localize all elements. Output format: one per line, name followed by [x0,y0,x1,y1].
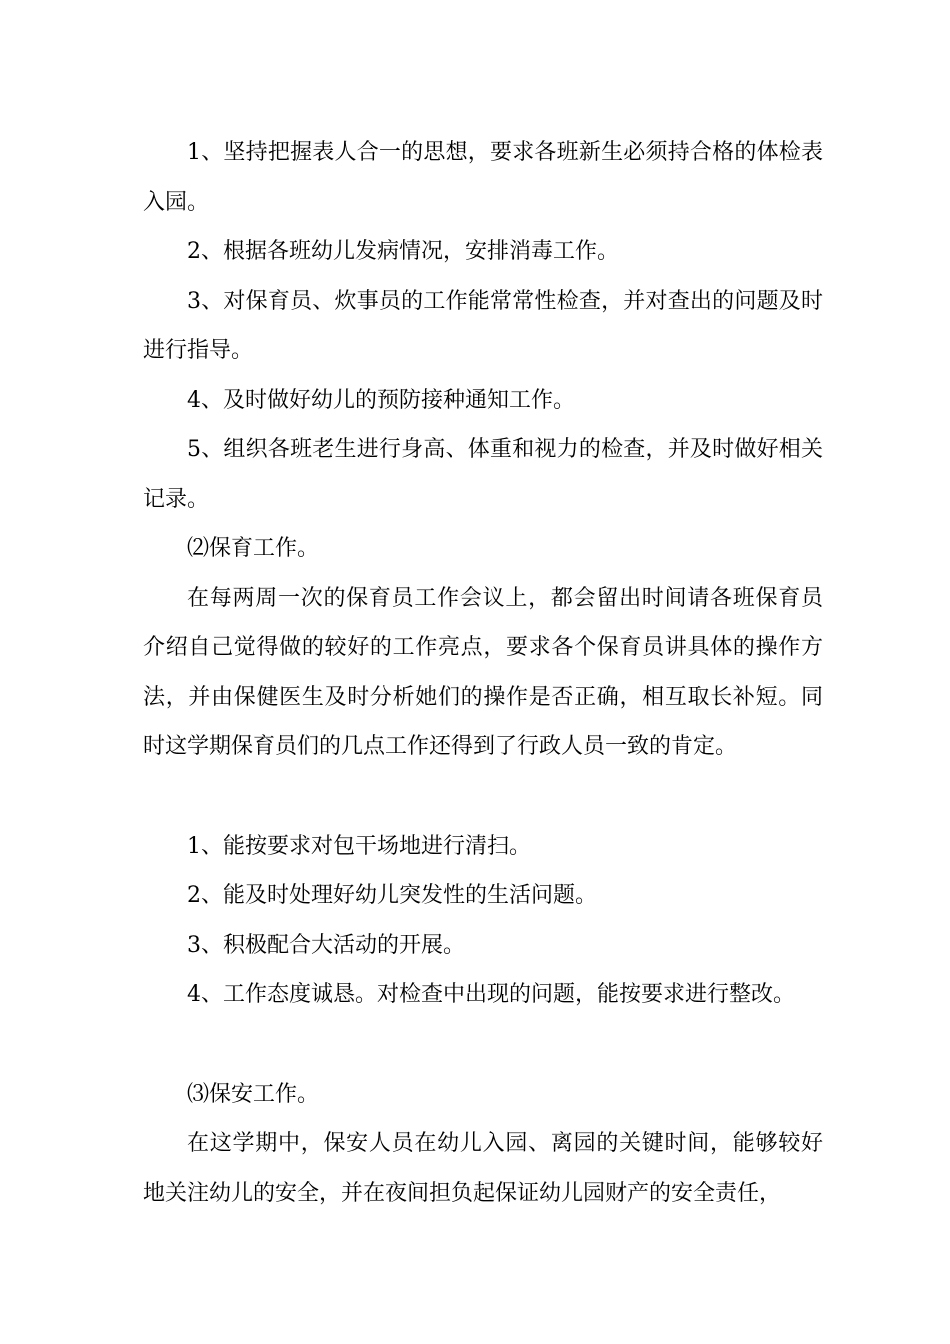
health-item-2: 2、根据各班幼儿发病情况，安排消毒工作。 [187,239,619,264]
document-body [143,128,823,1218]
health-item-5: 5、组织各班老生进行身高、体重和视力的检查，并及时做好相关记录。 [143,437,823,512]
security-work-paragraph: 在这学期中，保安人员在幼儿入园、离园的关键时间，能够较好地关注幼儿的安全，并在夜间担负起保证幼儿园财产的安全责任， [143,1131,823,1206]
section-heading-care-work: ⑵保育工作。 [187,536,320,561]
health-item-1: 1、坚持把握表人合一的思想，要求各班新生必须持合格的体检表入园。 [143,140,823,215]
spacer [143,1020,823,1070]
spacer [143,772,823,822]
care-work-paragraph: 在每两周一次的保育员工作会议上，都会留出时间请各班保育员介绍自己觉得做的较好的工作亮点，要求各个保育员讲具体的操作方法，并由保健医生及时分析她们的操作是否正确，相互取长补短。同时这学期保育员们的几点工作还得到了行政人员一致的肯定。 [143,585,823,759]
care-item-1: 1、能按要求对包干场地进行清扫。 [187,833,531,859]
care-item-4: 4、工作态度诚恳。对检查中出现的问题，能按要求进行整改。 [187,982,795,1007]
care-item-2: 2、能及时处理好幼儿突发性的生活问题。 [187,883,597,908]
health-item-4: 4、及时做好幼儿的预防接种通知工作。 [187,387,575,413]
health-item-3: 3、对保育员、炊事员的工作能常常性检查，并对查出的问题及时进行指导。 [143,288,823,363]
care-item-3: 3、积极配合大活动的开展。 [187,932,465,958]
section-heading-security-work: ⑶保安工作。 [187,1081,320,1107]
